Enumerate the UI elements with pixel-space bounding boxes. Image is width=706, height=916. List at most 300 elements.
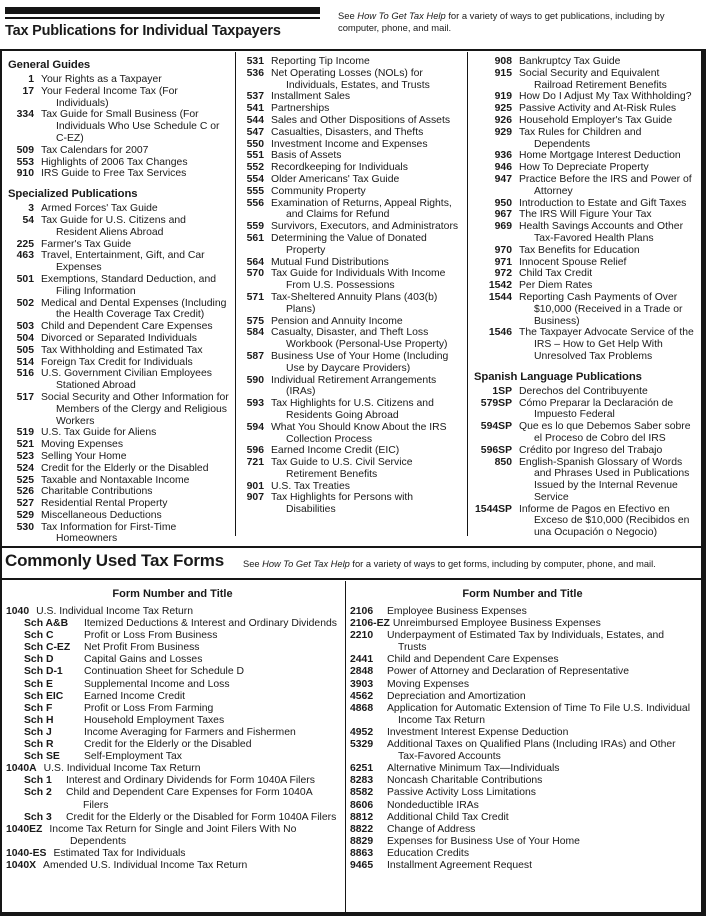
form-number: 2210 — [350, 630, 374, 642]
publication-item — [240, 481, 461, 493]
publication-item — [240, 174, 461, 186]
form-number: 8822 — [350, 823, 374, 835]
publication-number: 947 — [494, 173, 512, 185]
publication-number: 950 — [494, 197, 512, 209]
publication-title-text: Bankruptcy Tax Guide — [519, 56, 621, 67]
publication-item — [240, 127, 461, 139]
publication-title-text: Foreign Tax Credit for Individuals — [41, 356, 193, 368]
publication-title-text: Passive Activity and At-Risk Rules — [519, 103, 677, 115]
form-title-text: Unreimbursed Employee Business Expenses — [392, 618, 601, 630]
publication-item — [6, 392, 229, 427]
form-number: Sch SE — [24, 751, 60, 763]
form-number: Sch A&B — [24, 618, 69, 630]
publication-title-text: Tax Guide for U.S. Citizens and Resident Aliens Abroad — [41, 214, 186, 238]
form-title-text: Change of Address — [387, 823, 476, 835]
publication-number: 516 — [16, 368, 34, 380]
publication-title-text: Practice Before the IRS and Power of Attorney — [519, 173, 692, 197]
publication-title-text: Divorced or Separated Individuals — [41, 332, 197, 344]
publication-item — [240, 398, 461, 422]
publication-item — [6, 157, 229, 169]
form-number: Sch H — [24, 714, 54, 726]
publication-number: 972 — [494, 268, 512, 280]
form-number: 1040 — [6, 606, 30, 617]
form-title-text: Supplemental Income and Loss — [84, 678, 230, 690]
forms-section-top-rule — [0, 546, 706, 548]
form-number: Sch D — [24, 654, 54, 666]
form-number: 8863 — [350, 847, 374, 859]
publication-number: 517 — [16, 391, 34, 403]
publication-title-text: Household Employer's Tax Guide — [519, 114, 673, 126]
publication-title-text: Credit for the Elderly or the Disabled — [41, 462, 209, 474]
publication-item — [6, 451, 229, 463]
publication-item — [472, 198, 695, 210]
publication-item — [6, 239, 229, 251]
form-number: 1040-ES — [6, 847, 47, 859]
publication-number: 17 — [22, 85, 34, 97]
publication-item — [472, 174, 695, 198]
publication-title-text: Farmer's Tax Guide — [41, 238, 132, 250]
publication-title-text: Highlights of 2006 Tax Changes — [41, 156, 188, 168]
publication-title-text: Recordkeeping for Individuals — [271, 162, 408, 174]
publication-title-text: What You Should Know About the IRS Collection Process — [271, 421, 447, 445]
publication-item — [472, 268, 695, 280]
form-number: Sch 1 — [24, 775, 52, 787]
form-number: 4562 — [350, 690, 374, 702]
form-title-text: Income Tax Return for Single and Joint Filers With No Dependents — [49, 823, 297, 847]
publication-number: 504 — [16, 332, 34, 344]
form-title-text: Income Averaging for Farmers and Fishermen — [84, 726, 296, 738]
publication-item — [472, 209, 695, 221]
publication-item — [6, 463, 229, 475]
publication-title-text: Derechos del Contribuyente — [519, 385, 648, 397]
form-item — [24, 751, 339, 763]
publications-column-2 — [236, 52, 468, 536]
form-title-text: Installment Agreement Request — [387, 859, 532, 871]
publication-item — [472, 150, 695, 162]
publication-item — [240, 91, 461, 103]
publication-title-text: Mutual Fund Distributions — [271, 256, 389, 268]
publication-number: 925 — [494, 103, 512, 115]
publication-title-text: Crédito por Ingreso del Trabajo — [519, 444, 663, 456]
publication-item — [6, 86, 229, 110]
publication-number: 594 — [246, 421, 264, 433]
publication-number: 3 — [28, 203, 34, 215]
publication-item — [472, 445, 695, 457]
publication-item — [240, 162, 461, 174]
publication-item — [240, 327, 461, 351]
publication-title-text: Tax Guide to U.S. Civil Service Retirement Benefits — [271, 457, 413, 480]
publications-header — [5, 7, 320, 39]
publication-title-text: Reporting Tip Income — [271, 56, 370, 67]
publication-title-text: Tax Highlights for Persons with Disabilities — [271, 492, 414, 516]
form-number: 8812 — [350, 811, 374, 823]
publication-number: 969 — [494, 221, 512, 233]
publication-number: 537 — [246, 91, 264, 103]
publication-number: 525 — [16, 474, 34, 486]
form-item — [6, 606, 339, 618]
header-divider-rule — [0, 49, 706, 51]
publication-title-text: Business Use of Your Home (Including Use by Daycare Providers) — [271, 350, 449, 374]
publication-item — [6, 250, 229, 274]
publication-number: 584 — [246, 327, 264, 339]
form-item — [350, 618, 695, 630]
form-item — [24, 775, 339, 787]
form-title-text: Child and Dependent Care Expenses — [387, 654, 559, 666]
publication-item — [6, 475, 229, 487]
publication-number: 1542 — [488, 280, 512, 292]
publication-item — [240, 233, 461, 257]
publications-note-prefix: See — [338, 10, 358, 21]
form-number: Sch C — [24, 630, 54, 642]
forms-column-2-items — [350, 606, 695, 872]
forms-column-header: Form Number and Title — [112, 588, 233, 600]
publication-number: 594SP — [480, 421, 512, 433]
forms-column-1-items — [6, 606, 339, 872]
form-item — [24, 715, 339, 727]
publication-number: 1546 — [488, 327, 512, 339]
form-title-text: Household Employment Taxes — [84, 714, 225, 726]
publication-title-text: Community Property — [271, 185, 366, 197]
form-item — [350, 679, 695, 691]
forms-title: Commonly Used Tax Forms — [5, 551, 224, 570]
publication-title-text: Basis of Assets — [271, 150, 342, 162]
form-item — [350, 787, 695, 799]
publication-number: 501 — [16, 273, 34, 285]
publication-number: 505 — [16, 344, 34, 356]
publication-item — [6, 203, 229, 215]
publication-number: 527 — [16, 498, 34, 510]
form-number: 3903 — [350, 678, 374, 690]
form-number: 2106 — [350, 606, 374, 617]
form-item — [350, 812, 695, 824]
publication-title-text: Charitable Contributions — [41, 486, 153, 498]
publication-number: 587 — [246, 350, 264, 362]
form-title-text: Profit or Loss From Farming — [84, 702, 214, 714]
form-number: Sch R — [24, 739, 54, 751]
form-number: 2106-EZ — [350, 618, 390, 630]
publication-number: 550 — [246, 138, 264, 150]
publication-number: 1 — [28, 74, 34, 85]
publication-item — [6, 145, 229, 157]
form-item — [6, 860, 339, 872]
publication-number: 575 — [246, 315, 264, 327]
form-number: 8283 — [350, 775, 374, 787]
publication-number: 536 — [246, 67, 264, 79]
publications-column-1 — [2, 52, 236, 545]
publication-number: 503 — [16, 321, 34, 333]
publication-item — [6, 439, 229, 451]
publication-title-text: Informe de Pagos en Efectivo en Exceso de $10,000 (Recibidos en una Ocupación o Negocio) — [519, 503, 690, 539]
form-number: 6251 — [350, 763, 374, 775]
publication-item — [472, 280, 695, 292]
form-item — [350, 860, 695, 872]
publication-item — [472, 398, 695, 422]
form-title-text: Estimated Tax for Individuals — [53, 847, 186, 859]
page-bottom-edge — [0, 912, 706, 916]
publication-item — [6, 357, 229, 369]
form-title-text: Amended U.S. Individual Income Tax Return — [43, 859, 248, 871]
publication-number: 463 — [16, 250, 34, 262]
publication-number: 530 — [16, 521, 34, 533]
form-number: 1040A — [6, 763, 37, 775]
publication-number: 547 — [246, 126, 264, 138]
publication-title-text: Tax-Sheltered Annuity Plans (403(b) Plans) — [271, 291, 438, 315]
publication-item — [240, 445, 461, 457]
form-number: 4868 — [350, 702, 374, 714]
form-item — [24, 654, 339, 666]
form-number: 4952 — [350, 726, 374, 738]
publication-number: 523 — [16, 450, 34, 462]
publication-item — [240, 115, 461, 127]
publication-title-text: Social Security and Equivalent Railroad Retirement Benefits — [519, 67, 667, 91]
publication-item — [240, 375, 461, 399]
form-title-text: Additional Child Tax Credit — [387, 811, 509, 823]
form-title-text: Underpayment of Estimated Tax by Individuals, Estates, and Trusts — [387, 630, 665, 654]
form-number: Sch D-1 — [24, 666, 63, 678]
form-title-text: Child and Dependent Care Expenses for Form 1040A Filers — [66, 787, 313, 811]
publication-number: 915 — [494, 67, 512, 79]
form-item — [350, 836, 695, 848]
form-item — [350, 666, 695, 678]
publication-number: 555 — [246, 185, 264, 197]
form-title-text: Passive Activity Loss Limitations — [387, 787, 536, 799]
publication-title-text: Tax Guide for Individuals With Income From U.S. Possessions — [271, 268, 446, 292]
form-title-text: Itemized Deductions & Interest and Ordinary Dividends — [84, 618, 337, 630]
publication-item — [240, 150, 461, 162]
publication-title-text: IRS Guide to Free Tax Services — [41, 168, 187, 180]
publication-number: 552 — [246, 162, 264, 174]
publication-item — [6, 168, 229, 180]
forms-note — [243, 559, 701, 571]
publication-number: 571 — [246, 291, 264, 303]
publication-number: 929 — [494, 126, 512, 138]
publication-number: 541 — [246, 103, 264, 115]
publication-title-text: Residential Rental Property — [41, 498, 168, 510]
form-item — [24, 618, 339, 630]
form-item — [350, 654, 695, 666]
publication-number: 521 — [16, 439, 34, 451]
form-number: Sch 3 — [24, 811, 52, 823]
publication-number: 926 — [494, 114, 512, 126]
publication-title-text: Casualties, Disasters, and Thefts — [271, 126, 424, 138]
page-left-edge — [0, 50, 2, 916]
form-item — [350, 848, 695, 860]
publication-item — [6, 274, 229, 298]
publication-item — [240, 316, 461, 328]
form-title-text: U.S. Individual Income Tax Return — [43, 763, 201, 775]
publication-title-text: Sales and Other Dispositions of Assets — [271, 114, 451, 126]
forms-column-header: Form Number and Title — [462, 588, 583, 600]
publication-item — [240, 221, 461, 233]
publication-title-text: Tax Highlights for U.S. Citizens and Residents Going Abroad — [271, 398, 434, 421]
forms-column-2 — [346, 581, 701, 912]
publication-title-text: Tax Guide for Small Business (For Individuals Who Use Schedule C or C-EZ) — [41, 109, 220, 144]
publication-number: 529 — [16, 509, 34, 521]
publication-title-text: The IRS Will Figure Your Tax — [519, 209, 652, 221]
form-item — [24, 727, 339, 739]
publication-number: 1SP — [492, 385, 512, 397]
publication-number: 593 — [246, 398, 264, 410]
publication-title-text: Miscellaneous Deductions — [41, 509, 162, 521]
form-item — [6, 763, 339, 775]
publication-title-text: Tax Calendars for 2007 — [41, 144, 149, 156]
form-title-text: Employee Business Expenses — [387, 606, 527, 617]
form-title-text: Nondeductible IRAs — [387, 799, 479, 811]
form-number: Sch E — [24, 678, 53, 690]
publication-number: 721 — [246, 457, 264, 469]
publication-title-text: Child and Dependent Care Expenses — [41, 321, 213, 333]
publication-number: 544 — [246, 114, 264, 126]
publication-number: 570 — [246, 268, 264, 280]
publication-number: 850 — [494, 456, 512, 468]
publication-item — [6, 215, 229, 239]
form-number: 8606 — [350, 799, 374, 811]
publication-title-text: The Taxpayer Advocate Service of the IRS – How to Get Help With Unresolved Tax Problems — [519, 327, 694, 362]
form-title-text: Credit for the Elderly or the Disabled for Form 1040A Filers — [66, 811, 337, 823]
title-top-thick-bar — [5, 7, 320, 14]
form-item — [24, 739, 339, 751]
form-number: Sch J — [24, 726, 52, 738]
form-item — [24, 787, 339, 811]
publication-number: 556 — [246, 197, 264, 209]
title-top-thin-rule — [5, 17, 320, 19]
publication-title-text: Health Savings Accounts and Other Tax-Favored Health Plans — [519, 221, 684, 244]
publication-item — [240, 68, 461, 92]
publication-item — [6, 510, 229, 522]
publication-title-text: Tax Information for First-Time Homeowners — [41, 521, 177, 545]
form-title-text: Application for Automatic Extension of Time To File U.S. Individual Income Tax Return — [387, 702, 691, 726]
forms-note-suffix: for a variety of ways to get forms, including by computer, phone, and mail. — [349, 559, 656, 569]
form-item — [24, 703, 339, 715]
form-item — [24, 679, 339, 691]
form-title-text: Earned Income Credit — [84, 690, 186, 702]
form-title-text: Education Credits — [387, 847, 470, 859]
publication-number: 519 — [16, 427, 34, 439]
form-title-text: Self-Employment Tax — [84, 751, 182, 763]
publication-item — [240, 268, 461, 292]
publication-item — [6, 345, 229, 357]
publication-number: 524 — [16, 462, 34, 474]
publication-title-text: Child Tax Credit — [519, 268, 593, 280]
publication-item — [240, 139, 461, 151]
form-number: 2848 — [350, 666, 374, 678]
publication-number: 561 — [246, 232, 264, 244]
publication-item — [472, 56, 695, 68]
publications-note — [338, 10, 700, 34]
publication-title-text: Partnerships — [271, 103, 330, 115]
form-item — [24, 666, 339, 678]
publication-title-text: Social Security and Other Information for Members of the Clergy and Religious Workers — [41, 391, 229, 427]
form-title-text: Investment Interest Expense Deduction — [387, 726, 569, 738]
publication-item — [240, 56, 461, 68]
page-right-edge — [701, 50, 706, 916]
publication-title-text: Casualty, Disaster, and Theft Loss Workbook (Personal-Use Property) — [271, 327, 448, 351]
publication-title-text: Introduction to Estate and Gift Taxes — [519, 197, 687, 209]
form-number: Sch 2 — [24, 787, 52, 799]
publication-item — [472, 292, 695, 327]
publication-title-text: Older Americans' Tax Guide — [271, 173, 400, 185]
section-heading: General Guides — [8, 59, 91, 71]
publication-number: 1544 — [488, 291, 512, 303]
publication-title-text: Selling Your Home — [41, 450, 127, 462]
publication-item — [472, 245, 695, 257]
form-title-text: Credit for the Elderly or the Disabled — [84, 739, 252, 751]
publications-list — [2, 52, 701, 545]
form-title-text: Interest and Ordinary Dividends for Form 1040A Filers — [66, 775, 315, 787]
publication-title-text: Installment Sales — [271, 91, 351, 103]
publication-title-text: Investment Income and Expenses — [271, 138, 428, 150]
form-number: 8582 — [350, 787, 374, 799]
publication-title-text: Taxable and Nontaxable Income — [41, 474, 190, 486]
form-title-text: Capital Gains and Losses — [84, 654, 203, 666]
section-heading: Spanish Language Publications — [474, 370, 642, 383]
publication-item — [6, 74, 229, 86]
publication-item — [6, 109, 229, 144]
form-item — [350, 824, 695, 836]
form-number: Sch F — [24, 702, 53, 714]
publication-item — [6, 321, 229, 333]
publication-item — [240, 103, 461, 115]
form-item — [350, 727, 695, 739]
form-item — [24, 691, 339, 703]
publication-item — [472, 103, 695, 115]
publication-number: 919 — [494, 91, 512, 103]
publication-title-text: How Do I Adjust My Tax Withholding? — [519, 91, 692, 103]
form-item — [350, 775, 695, 787]
form-number: 1040X — [6, 859, 37, 871]
publication-item — [472, 386, 695, 398]
publication-item — [240, 292, 461, 316]
publication-title-text: Your Federal Income Tax (For Individuals) — [41, 85, 178, 109]
publication-title-text: Tax Rules for Children and Dependents — [519, 126, 642, 150]
publication-item — [240, 492, 461, 516]
publication-number: 936 — [494, 150, 512, 162]
publication-title-text: Armed Forces' Tax Guide — [41, 203, 158, 215]
publication-item — [472, 457, 695, 504]
publication-number: 901 — [246, 480, 264, 492]
publication-number: 509 — [16, 144, 34, 156]
form-item — [6, 848, 339, 860]
publication-title-text: Per Diem Rates — [519, 280, 593, 292]
publication-number: 554 — [246, 173, 264, 185]
publication-item — [472, 91, 695, 103]
publication-title-text: Home Mortgage Interest Deduction — [519, 150, 681, 162]
form-item — [350, 703, 695, 727]
publication-title-text: How To Depreciate Property — [519, 162, 649, 174]
form-item — [24, 642, 339, 654]
publication-item — [240, 457, 461, 481]
publication-item — [6, 427, 229, 439]
forms-note-prefix: See — [243, 559, 263, 569]
form-title-text: Profit or Loss From Business — [84, 630, 218, 642]
form-number: 9465 — [350, 859, 374, 871]
forms-column-1 — [2, 581, 346, 912]
form-title-text: Expenses for Business Use of Your Home — [387, 835, 580, 847]
publication-number: 514 — [16, 356, 34, 368]
publication-title-text: Determining the Value of Donated Property — [271, 232, 427, 256]
form-title-text: Continuation Sheet for Schedule D — [84, 666, 245, 678]
publication-number: 225 — [16, 238, 34, 250]
forms-header-rule — [0, 578, 706, 580]
form-item — [350, 800, 695, 812]
publication-title-text: Travel, Entertainment, Gift, and Car Expenses — [41, 250, 205, 274]
publications-title: Tax Publications for Individual Taxpayers — [5, 23, 281, 39]
publication-title-text: Moving Expenses — [41, 439, 124, 451]
forms-list — [2, 581, 701, 912]
publication-title-text: Exemptions, Standard Deduction, and Filing Information — [41, 273, 217, 297]
form-item — [350, 739, 695, 763]
publication-item — [240, 257, 461, 269]
